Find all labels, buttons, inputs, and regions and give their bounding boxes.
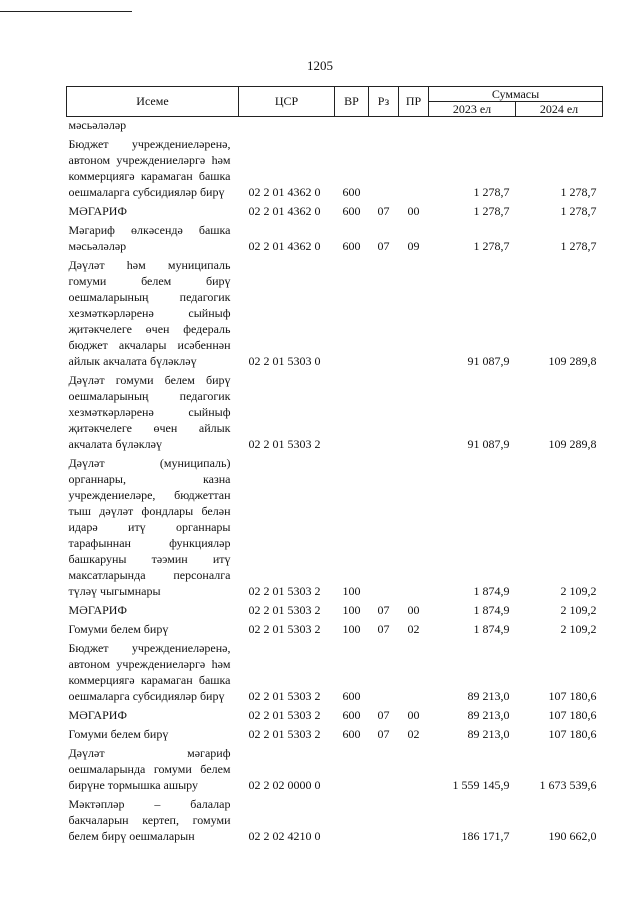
row-2023-cell: 186 171,7 — [461, 829, 510, 843]
row-vr-cell — [335, 372, 369, 452]
row-2023-cell: 1 874,9 — [473, 603, 510, 617]
row-2024-cell: 1 278,7 — [560, 239, 597, 253]
header-csr: ЦСР — [239, 87, 335, 117]
row-name-cell: Дәүләт гомуми белем бирү оешмаларының педагогик хезмәткәрләренә сыйныф җитәкчелеге өчен айлык акчалата бүләкләү — [68, 373, 231, 451]
table-row — [67, 621, 603, 637]
row-csr-cell: 02 2 01 5303 0 — [248, 354, 321, 368]
row-2024-cell: 107 180,6 — [548, 727, 597, 741]
row-rz-cell: 07 — [377, 622, 390, 636]
row-name-cell: Гомуми белем бирү — [68, 622, 169, 636]
row-name-cell: Гомуми белем бирү — [68, 727, 169, 741]
row-pr-cell: 00 — [407, 204, 420, 218]
row-2023-cell: 89 213,0 — [467, 727, 510, 741]
row-csr-cell: 02 2 01 4362 0 — [248, 239, 321, 253]
row-name-cell: Дәүләт мәгариф оешмаларында гомуми белем бирүне тормышка ашыру — [68, 746, 231, 792]
row-pr-cell: 09 — [407, 239, 420, 253]
row-rz-cell — [369, 796, 399, 844]
row-vr-cell: 100 — [342, 622, 361, 636]
row-name-cell: Мәктәпләр – балалар бакчаларын кертеп, гомуми белем бирү оешмаларын — [68, 797, 231, 843]
row-vr-cell: 600 — [342, 727, 361, 741]
row-2023-cell: 91 087,9 — [467, 437, 510, 451]
table-row — [67, 136, 603, 200]
row-name-cell: мәсьәләләр — [68, 118, 127, 132]
header-pr: ПР — [399, 87, 429, 117]
table-row — [67, 117, 603, 134]
row-csr-cell: 02 2 01 4362 0 — [248, 204, 321, 218]
row-csr-cell: 02 2 02 4210 0 — [248, 829, 321, 843]
header-rz: Рз — [369, 87, 399, 117]
row-vr-cell: 600 — [342, 689, 361, 703]
row-pr-cell — [399, 640, 429, 704]
header-sums: Суммасы — [429, 87, 603, 102]
row-rz-cell — [369, 117, 399, 134]
row-2023-cell: 91 087,9 — [467, 354, 510, 368]
header-name: Исеме — [67, 87, 239, 117]
table-row — [67, 745, 603, 793]
table-body — [67, 117, 603, 845]
row-name-cell: МӘГАРИФ — [68, 204, 127, 218]
row-name-cell: Мәгариф өлкәсендә башка мәсьәләләр — [68, 223, 231, 253]
table-row — [67, 640, 603, 704]
row-rz-cell: 07 — [377, 727, 390, 741]
row-pr-cell: 02 — [407, 622, 420, 636]
row-2023-cell: 1 874,9 — [473, 622, 510, 636]
row-rz-cell — [369, 640, 399, 704]
row-name-cell: МӘГАРИФ — [68, 708, 127, 722]
row-name-cell: Дәүләт (муниципаль) органнары, казна учреждениеләре, бюджеттан тыш дәүләт фондлары белән идарә итү органнары тарафыннан функцияләр башкаруны тәэмин итү максатларында персоналга түләү чыгымнары — [68, 456, 231, 598]
row-vr-cell — [335, 745, 369, 793]
row-csr-cell: 02 2 01 5303 2 — [248, 437, 321, 451]
row-csr-cell: 02 2 02 0000 0 — [248, 778, 321, 792]
row-2023-cell: 1 559 145,9 — [452, 778, 510, 792]
row-name-cell: Бюджет учреждениеләренә, автоном учреждениеләргә һәм коммерциягә карамаган башка оешмаларга субсидияләр бирү — [68, 137, 231, 199]
row-pr-cell — [399, 745, 429, 793]
row-2024-cell: 107 180,6 — [548, 689, 597, 703]
row-rz-cell: 07 — [377, 708, 390, 722]
row-2024-cell: 1 278,7 — [560, 185, 597, 199]
row-csr-cell: 02 2 01 5303 2 — [248, 689, 321, 703]
row-csr-cell: 02 2 01 5303 2 — [248, 603, 321, 617]
row-2024-cell: 1 673 539,6 — [539, 778, 597, 792]
row-pr-cell — [399, 117, 429, 134]
row-pr-cell — [399, 136, 429, 200]
table-row — [67, 257, 603, 369]
row-name-cell: Бюджет учреждениеләренә, автоном учреждениеләргә һәм коммерциягә карамаган башка оешмаларга субсидияләр бирү — [68, 641, 231, 703]
row-csr-cell: 02 2 01 5303 2 — [248, 708, 321, 722]
row-vr-cell: 100 — [342, 584, 361, 598]
row-pr-cell: 00 — [407, 603, 420, 617]
row-2023-cell: 1 278,7 — [473, 204, 510, 218]
budget-table — [66, 86, 603, 844]
row-2024-cell: 190 662,0 — [548, 829, 597, 843]
row-2024-cell — [516, 117, 603, 134]
row-2024-cell: 1 278,7 — [560, 204, 597, 218]
top-rule — [0, 11, 132, 12]
row-pr-cell — [399, 455, 429, 599]
row-rz-cell — [369, 455, 399, 599]
table-row — [67, 726, 603, 742]
row-name-cell: МӘГАРИФ — [68, 603, 127, 617]
row-vr-cell — [335, 796, 369, 844]
row-rz-cell — [369, 136, 399, 200]
row-2023-cell: 1 874,9 — [473, 584, 510, 598]
page-number: 1205 — [307, 58, 333, 73]
header-2023: 2023 ел — [429, 102, 516, 117]
row-pr-cell — [399, 257, 429, 369]
row-2023-cell: 89 213,0 — [467, 708, 510, 722]
row-csr-cell: 02 2 01 5303 2 — [248, 622, 321, 636]
table-row — [67, 707, 603, 723]
row-rz-cell: 07 — [377, 603, 390, 617]
row-vr-cell: 600 — [342, 204, 361, 218]
row-rz-cell — [369, 257, 399, 369]
row-vr-cell: 600 — [342, 708, 361, 722]
row-2024-cell: 107 180,6 — [548, 708, 597, 722]
row-vr-cell: 600 — [342, 239, 361, 253]
table-row — [67, 372, 603, 452]
row-csr-cell: 02 2 01 5303 2 — [248, 727, 321, 741]
row-2023-cell: 89 213,0 — [467, 689, 510, 703]
row-rz-cell: 07 — [377, 239, 390, 253]
row-vr-cell: 100 — [342, 603, 361, 617]
row-2023-cell: 1 278,7 — [473, 185, 510, 199]
table-header — [67, 87, 603, 117]
row-2024-cell: 109 289,8 — [548, 437, 597, 451]
row-2024-cell: 109 289,8 — [548, 354, 597, 368]
table-row — [67, 222, 603, 254]
row-rz-cell: 07 — [377, 204, 390, 218]
row-csr-cell: 02 2 01 5303 2 — [248, 584, 321, 598]
row-csr-cell: 02 2 01 4362 0 — [248, 185, 321, 199]
table-row — [67, 203, 603, 219]
row-pr-cell — [399, 796, 429, 844]
table-row — [67, 796, 603, 844]
row-vr-cell: 600 — [342, 185, 361, 199]
row-2023-cell: 1 278,7 — [473, 239, 510, 253]
row-pr-cell — [399, 372, 429, 452]
row-2024-cell: 2 109,2 — [560, 584, 597, 598]
table-row — [67, 455, 603, 599]
row-2023-cell — [429, 117, 516, 134]
row-rz-cell — [369, 372, 399, 452]
row-pr-cell: 00 — [407, 708, 420, 722]
row-csr-cell — [239, 117, 335, 134]
row-rz-cell — [369, 745, 399, 793]
row-pr-cell: 02 — [407, 727, 420, 741]
row-2024-cell: 2 109,2 — [560, 622, 597, 636]
row-vr-cell — [335, 117, 369, 134]
row-name-cell: Дәүләт һәм муниципаль гомуми белем бирү оешмаларының педагогик хезмәткәрләренә сыйныф җитәкчелеге өчен федераль бюджет акчалары исәбеннән айлык акчалата бүләкләү — [68, 258, 231, 368]
row-vr-cell — [335, 257, 369, 369]
table-row — [67, 602, 603, 618]
row-2024-cell: 2 109,2 — [560, 603, 597, 617]
header-2024: 2024 ел — [516, 102, 603, 117]
header-vr: ВР — [335, 87, 369, 117]
